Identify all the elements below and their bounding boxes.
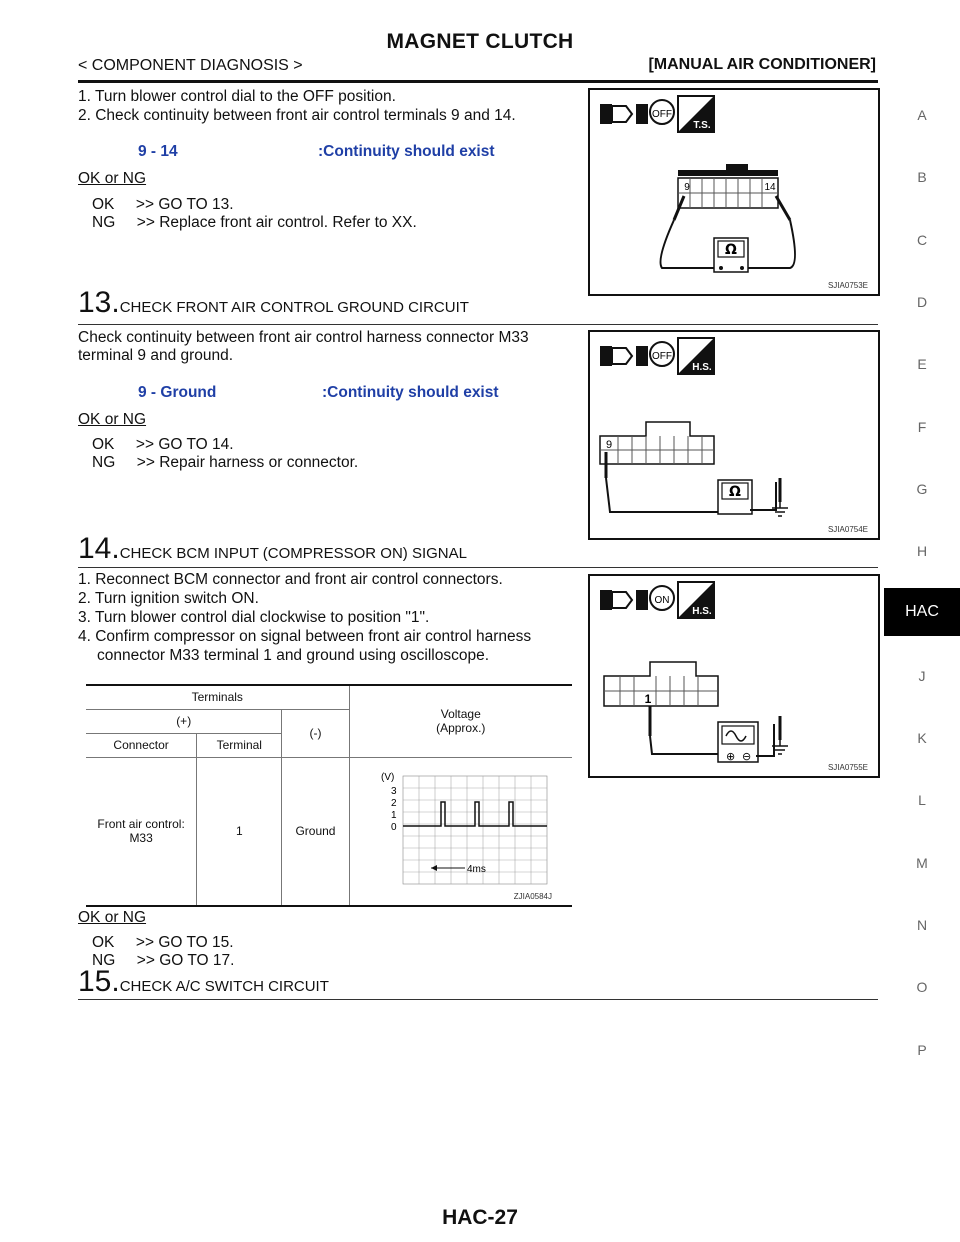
step-line: 2. Turn ignition switch ON.	[78, 590, 259, 607]
index-l[interactable]: L	[918, 792, 926, 808]
voltage-table	[86, 684, 572, 907]
index-k[interactable]: K	[917, 730, 927, 746]
figure-continuity-check	[588, 88, 880, 296]
ng-result: NG >> Repair harness or connector.	[92, 454, 359, 471]
page-title: MAGNET CLUTCH	[386, 30, 574, 53]
svg-text:1: 1	[644, 692, 652, 706]
cell-connector: Front air control: M33	[86, 757, 197, 906]
index-hac-tab[interactable]: HAC	[884, 588, 960, 636]
header-terminal: Terminal	[197, 733, 282, 757]
index-n[interactable]: N	[916, 917, 928, 933]
step-line: 4. Confirm compressor on signal between front air control harness	[78, 628, 532, 645]
svg-text:4ms: 4ms	[466, 863, 486, 875]
svg-text:0: 0	[390, 821, 397, 833]
index-p[interactable]: P	[917, 1042, 927, 1058]
index-c[interactable]: C	[916, 232, 928, 248]
ohm-icon: Ω	[729, 484, 741, 500]
step-title: CHECK BCM INPUT (COMPRESSOR ON) SIGNAL	[119, 545, 467, 562]
svg-text:T.S.: T.S.	[693, 120, 711, 131]
cell-minus: Ground	[282, 757, 349, 906]
figure-ground-check	[588, 330, 880, 540]
header-minus: (-)	[282, 709, 349, 757]
index-e[interactable]: E	[917, 356, 927, 372]
spec-value: :Continuity should exist	[318, 143, 495, 160]
index-j[interactable]: J	[918, 668, 926, 684]
step-number: 15.	[78, 965, 120, 998]
step-text: Check continuity between front air control harness connector M33	[78, 329, 529, 346]
step-heading	[78, 965, 329, 999]
ohm-icon: Ω	[725, 242, 737, 258]
cell-waveform	[349, 757, 572, 906]
svg-text:H.S.: H.S.	[692, 362, 712, 373]
header-plus: (+)	[86, 709, 282, 733]
section-rule	[78, 324, 878, 325]
svg-text:9: 9	[605, 439, 613, 451]
connector-diagram-icon	[590, 576, 878, 776]
cell-terminal: 1	[197, 757, 282, 906]
waveform-caption: ZJIA0584J	[513, 891, 552, 901]
header-terminals: Terminals	[86, 685, 349, 709]
index-b[interactable]: B	[917, 169, 927, 185]
connector-diagram-icon	[590, 332, 878, 538]
step-line: 3. Turn blower control dial clockwise to position "1".	[78, 609, 430, 626]
header-connector: Connector	[86, 733, 197, 757]
header-rule	[78, 80, 878, 83]
ok-result: OK >> GO TO 13.	[92, 196, 234, 213]
figure-caption: SJIA0755E	[827, 763, 868, 772]
ok-ng-label: OK or NG	[78, 909, 147, 926]
fig-off-text: OFF	[652, 109, 672, 120]
step-line: 1. Reconnect BCM connector and front air control connectors.	[78, 571, 503, 588]
index-f[interactable]: F	[917, 419, 927, 435]
svg-text:ON: ON	[654, 595, 670, 606]
figure-oscilloscope-check	[588, 574, 880, 778]
step-number: 13.	[78, 286, 120, 319]
svg-text:(V): (V)	[380, 771, 395, 783]
step-line: 1. Turn blower control dial to the OFF position.	[78, 88, 396, 105]
step-title: CHECK FRONT AIR CONTROL GROUND CIRCUIT	[119, 299, 469, 316]
step-heading	[78, 286, 469, 320]
svg-text:1: 1	[390, 809, 397, 821]
section-breadcrumb: < COMPONENT DIAGNOSIS >	[78, 57, 303, 74]
step-text: terminal 9 and ground.	[78, 347, 234, 364]
index-g[interactable]: G	[916, 481, 928, 497]
ok-ng-label: OK or NG	[78, 170, 147, 187]
step-number: 14.	[78, 532, 120, 565]
step-heading	[78, 532, 467, 566]
step-line: connector M33 terminal 1 and ground using oscilloscope.	[97, 647, 490, 664]
oscilloscope-waveform	[361, 760, 561, 900]
figure-caption: SJIA0754E	[827, 525, 868, 534]
section-rule	[78, 999, 878, 1000]
index-a[interactable]: A	[917, 107, 927, 123]
svg-text:⊖: ⊖	[742, 750, 752, 763]
index-d[interactable]: D	[916, 294, 928, 310]
index-o[interactable]: O	[916, 979, 928, 995]
figure-caption: SJIA0753E	[827, 281, 868, 290]
svg-text:9: 9	[684, 182, 690, 193]
svg-text:14: 14	[764, 182, 776, 193]
svg-text:⊕: ⊕	[726, 750, 736, 763]
ok-result: OK >> GO TO 15.	[92, 934, 234, 951]
step-title: CHECK A/C SWITCH CIRCUIT	[119, 978, 329, 995]
ok-ng-label: OK or NG	[78, 411, 147, 428]
page-number: HAC-27	[442, 1206, 518, 1229]
ng-result: NG >> GO TO 17.	[92, 952, 235, 969]
header-voltage: Voltage (Approx.)	[349, 685, 572, 757]
spec-value: :Continuity should exist	[322, 384, 499, 401]
svg-text:OFF: OFF	[652, 351, 672, 362]
svg-text:2: 2	[390, 797, 397, 809]
svg-text:H.S.: H.S.	[692, 606, 712, 617]
section-category: [MANUAL AIR CONDITIONER]	[648, 56, 876, 73]
index-m[interactable]: M	[916, 855, 928, 871]
svg-text:3: 3	[390, 785, 397, 797]
connector-diagram-icon	[590, 90, 878, 294]
ok-result: OK >> GO TO 14.	[92, 436, 234, 453]
spec-label: 9 - Ground	[138, 384, 217, 401]
spec-label: 9 - 14	[138, 143, 178, 160]
index-h[interactable]: H	[916, 543, 928, 559]
step-line: 2. Check continuity between front air control terminals 9 and 14.	[78, 107, 516, 124]
ng-result: NG >> Replace front air control. Refer to XX.	[92, 214, 417, 231]
section-rule	[78, 567, 878, 568]
